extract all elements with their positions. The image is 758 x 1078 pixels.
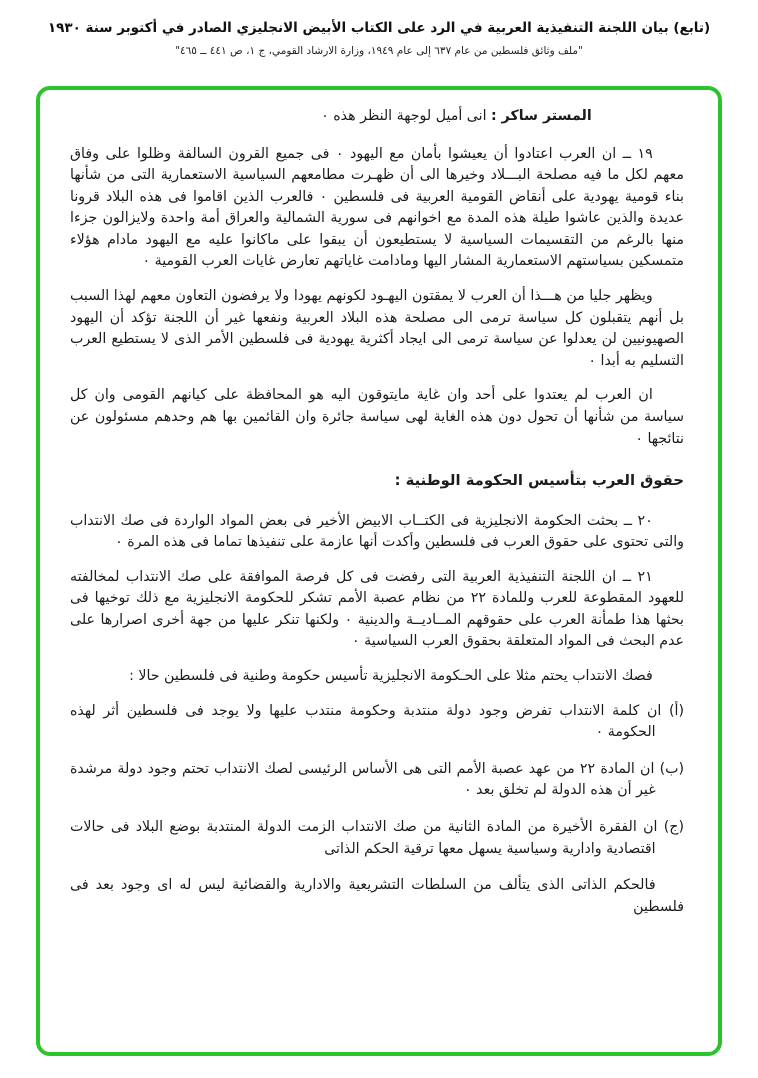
document-header <box>0 0 758 57</box>
paragraph-19: ١٩ ــ ان العرب اعتادوا أن يعيشوا بأمان مع اليهود ٠ فى جميع القرون السالفة وظلوا على وفاق معهم لكل ما فيه مصلحة البـــلاد وخيرها الى أن ظهـرت مطامعهم السياسية الاستعمارية التى من شأنها بناء قومية يهودية على أنقاض القومية العربية فى فلسطين ٠ فالعرب الذين اقاموا فى هذه البلاد قرونا عديدة والذين عاشوا طيلة هذه المدة مع اخوانهم فى سورية الشمالية والعراق أمة واحدة ولايزالون جزءا منها بالرغم من التقسيمات السياسية لا يستطيعون أن يبقوا على ماكانوا عليه مع اليهود مادام هؤلاء متمسكين بسياستهم الاستعمارية المشار اليها ومادامت غاياتهم تعارض غايات العرب القومية ٠ <box>70 145 685 270</box>
speaker-statement: انى أميل لوجهة النظر هذه ٠ <box>321 108 492 124</box>
paragraph-speaker-line <box>70 106 684 128</box>
list-item-b: (ب) ان المادة ٢٢ من عهد عصبة الأمم التى هى الأساس الرئيسى لصك الانتداب تحتم وجود دولة مرشدة غير أن هذه الدولة لم تخلق بعد ٠ <box>70 760 684 799</box>
paragraph-21: ٢١ ــ ان اللجنة التنفيذية العربية التى رفضت فى كل فرصة الموافقة على صك الانتداب لمخالفته للعهود المقطوعة للعرب وللمادة ٢٢ من نظام عصبة الأمم تشكر للحكومة الانجليزية مع ذلك توخيها فى بحثها هذا طمأنة العرب على حقوقهم المــاديــة والدينية ٠ ولكنها تنكر عليها من جهة أخرى اصرارها على عدم البحث فى المواد المتعلقة بحقوق العرب السياسية ٠ <box>70 568 685 650</box>
document-title: (تابع) بيان اللجنة التنفيذية العربية في الرد على الكتاب الأبيض الانجليزي الصادر في أكتوبر سنة ١٩٣٠ <box>47 20 711 36</box>
section-heading: حقوق العرب بتأسيس الحكومة الوطنية : <box>394 472 684 490</box>
paragraph-closing: فالحكم الذاتى الذى يتألف من السلطات التشريعية والادارية والقضائية ليس له اى وجود بعد فى فلسطين <box>70 877 684 915</box>
content-frame <box>36 86 722 1056</box>
paragraph: ان العرب لم يعتدوا على أحد وان غاية مايتوقون اليه هو المحافظة على كيانهم القومى وان كل سياسة من شأنها أن تحول دون هذه الغاية لهى سياسة جائرة وان القائمين بها هم وحدهم مسئولون عن نتائجها ٠ <box>70 387 684 447</box>
paragraph: فصك الانتداب يحتم مثلا على الحـكومة الانجليزية تأسيس حكومة وطنية فى فلسطين حالا : <box>129 668 653 685</box>
list-item-j: (ج) ان الفقرة الأخيرة من المادة الثانية من صك الانتداب الزمت الدولة المنتدبة بوضع البلاد فى حالات اقتصادية وادارية وسياسية يسهل معها ترقية الحكم الذاتى <box>70 818 684 857</box>
list-item-a: (أ) ان كلمة الانتداب تفرض وجود دولة منتدبة وحكومة منتدب عليها ولا يوجد فى فلسطين أثر لهذه الحكومة ٠ <box>70 702 684 741</box>
paragraph-20: ٢٠ ــ بحثت الحكومة الانجليزية فى الكتــاب الابيض الأخير فى بعض المواد الواردة فى صك الانتداب والتى تحتوى على حقوق العرب فى فلسطين وأكدت أنها عازمة على تنفيذها تماما فى هذه المرة ٠ <box>70 512 684 551</box>
speaker-name: المستر ساكر : <box>491 108 592 124</box>
paragraph: ويظهر جليا من هـــذا أن العرب لا يمقتون اليهـود لكونهم يهودا ولا يرفضون التعاون معهم لهذا السبب بل أنهم يتقبلون كل سياسة ترمى الى مصلحة هذه البلاد العربية ونفعها غير أن اللجنة تؤكد أن اليهود الصهيونيين لن يعدلوا عن سياسة ترمى الى ايجاد أكثرية يهودية فى فلسطين الأمر الذى لا يستطيع العرب التسليم به أبدا ٠ <box>70 288 684 369</box>
source-citation: "ملف وثائق فلسطين من عام ٦٣٧ إلى عام ١٩٤٩، وزارة الارشاد القومي، ج ١، ص ٤٤١ ــ ٤٦٥" <box>175 45 583 58</box>
